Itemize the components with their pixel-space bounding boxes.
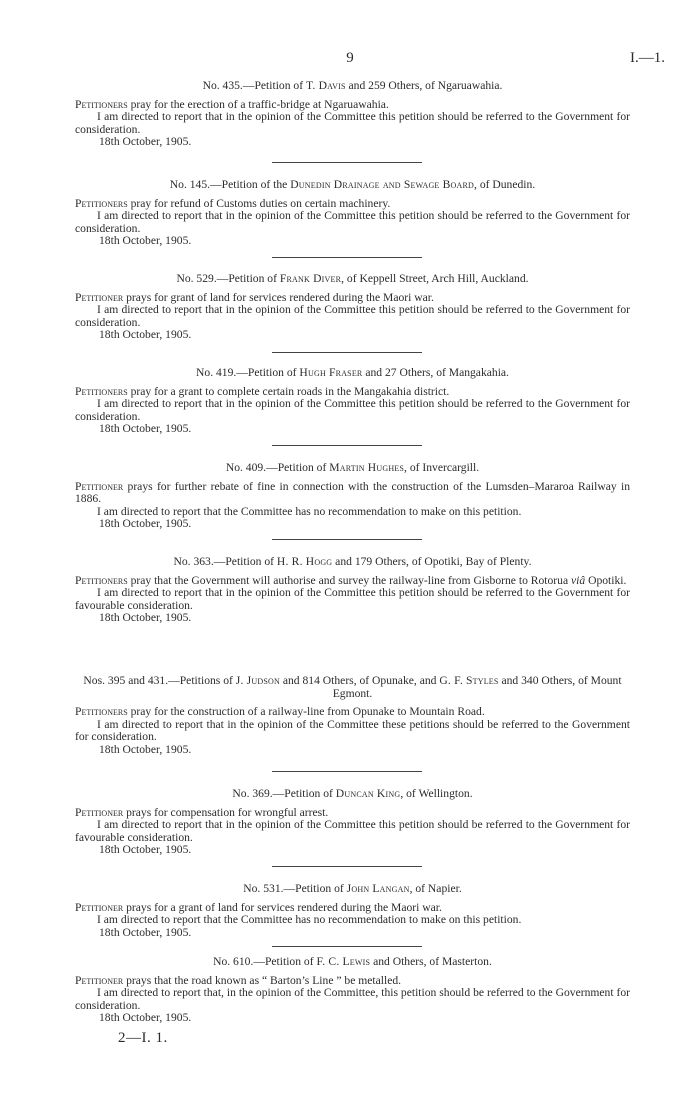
page-reference: I.—1.: [630, 50, 665, 66]
committee-report: I am directed to report that in the opinion of the Committee this petition should be referred to the Government for consideration.: [75, 303, 630, 329]
petition-prayer: Petitioners pray for the construction of a railway-line from Opunake to Mountain Road.: [75, 705, 485, 719]
section-divider: [272, 946, 422, 947]
petition-heading: No. 409.—Petition of Martin Hughes, of Invercargill.: [225, 461, 480, 474]
petitioner-name: H. R. Hogg: [276, 555, 333, 568]
section-divider: [272, 771, 422, 772]
petition-heading: No. 435.—Petition of T. Davis and 259 Others, of Ngaruawahia.: [202, 79, 503, 92]
petition-entry: [75, 462, 630, 531]
petition-prayer: Petitioners pray for the erection of a traffic-bridge at Ngaruawahia.: [75, 97, 389, 111]
petition-entry: [75, 788, 630, 857]
petition-heading: No. 610.—Petition of F. C. Lewis and Others, of Masterton.: [213, 955, 492, 968]
report-date: 18th October, 1905.: [99, 611, 192, 625]
report-date: 18th October, 1905.: [99, 422, 192, 436]
committee-report: I am directed to report that, in the opinion of the Committee, this petition should be referred to the Government for consideration.: [75, 986, 630, 1012]
petitioner-name: Dunedin Drainage and Sewage Board: [290, 178, 475, 191]
petitioner-name: John Langan: [346, 882, 410, 895]
petitioner-name: T. Davis: [305, 79, 346, 92]
petitioner-name-second: G. F. Styles: [439, 674, 499, 687]
petition-prayer: Petitioner prays for compensation for wrongful arrest.: [75, 805, 329, 819]
petitioner-name: F. C. Lewis: [316, 955, 371, 968]
report-date: 18th October, 1905.: [99, 843, 192, 857]
page-number: 9: [346, 50, 354, 66]
section-divider: [272, 257, 422, 258]
committee-report: I am directed to report that in the opinion of the Committee this petition should be referred to the Government for consideration.: [75, 110, 630, 136]
petition-entry: [75, 273, 630, 342]
petition-prayer: Petitioner prays for a grant of land for services rendered during the Maori war.: [75, 900, 442, 914]
petition-heading: No. 531.—Petition of John Langan, of Napier.: [243, 882, 462, 895]
petition-entry: [75, 179, 630, 248]
committee-report: I am directed to report that in the opinion of the Committee this petition should be referred to the Government for consideration.: [75, 209, 630, 235]
petition-prayer: Petitioner prays for further rebate of fine in connection with the construction of the Lumsden–Mararoa Railway in 1886.: [75, 479, 630, 506]
committee-report: I am directed to report that in the opinion of the Committee this petition should be referred to the Government for consideration.: [75, 397, 630, 423]
petition-entry: [75, 956, 630, 1025]
petition-heading: No. 145.—Petition of the Dunedin Drainage and Sewage Board, of Dunedin.: [169, 178, 536, 191]
section-divider: [272, 539, 422, 540]
petition-prayer: Petitioner prays for grant of land for services rendered during the Maori war.: [75, 290, 434, 304]
section-divider: [272, 866, 422, 867]
petitioner-name: Martin Hughes: [329, 461, 405, 474]
committee-report: I am directed to report that the Committee has no recommendation to make on this petition.: [97, 913, 522, 927]
report-date: 18th October, 1905.: [99, 517, 192, 531]
section-divider: [272, 445, 422, 446]
committee-report: I am directed to report that in the opinion of the Committee this petition should be referred to the Government for favourable consideration.: [75, 818, 630, 844]
petition-heading: No. 419.—Petition of Hugh Fraser and 27 Others, of Mangakahia.: [196, 366, 509, 379]
petition-entry: [75, 883, 630, 939]
committee-report: I am directed to report that in the opinion of the Committee this petition should be referred to the Government for favourable consideration.: [75, 586, 630, 612]
petition-prayer: Petitioners pray for refund of Customs duties on certain machinery.: [75, 196, 391, 210]
section-divider: [272, 162, 422, 163]
report-date: 18th October, 1905.: [99, 925, 192, 939]
report-date: 18th October, 1905.: [99, 234, 192, 248]
petitioner-name: Duncan King: [335, 787, 401, 800]
petition-entry: [75, 367, 630, 436]
report-date: 18th October, 1905.: [99, 328, 192, 342]
petition-entry: [75, 556, 630, 625]
petitioner-name: Frank Diver: [279, 272, 342, 285]
report-date: 18th October, 1905.: [99, 135, 192, 149]
petition-heading: No. 529.—Petition of Frank Diver, of Keppell Street, Arch Hill, Auckland.: [176, 272, 529, 285]
report-date: 18th October, 1905.: [99, 1011, 192, 1025]
petition-prayer: Petitioner prays that the road known as “ Barton’s Line ” be metalled.: [75, 973, 402, 987]
committee-report: I am directed to report that in the opinion of the Committee these petitions should be referred to the Government for consideration.: [75, 717, 630, 744]
petition-prayer: Petitioners pray for a grant to complete certain roads in the Mangakahia district.: [75, 384, 450, 398]
via-italic: viâ: [571, 573, 586, 587]
petition-heading: No. 363.—Petition of H. R. Hogg and 179 Others, of Opotiki, Bay of Plenty.: [173, 555, 532, 568]
petition-heading: No. 369.—Petition of Duncan King, of Wellington.: [232, 787, 473, 800]
petition-prayer: Petitioners pray that the Government will authorise and survey the railway-line from Gisborne to Rotorua viâ Opotiki.: [75, 573, 627, 587]
section-divider: [272, 352, 422, 353]
petitioner-name: Hugh Fraser: [299, 366, 363, 379]
signature-mark: 2—I. 1.: [118, 1030, 168, 1046]
petition-entry: [75, 675, 630, 757]
report-date: 18th October, 1905.: [99, 742, 192, 756]
committee-report: I am directed to report that the Committee has no recommendation to make on this petition.: [97, 504, 522, 518]
petition-entry: [75, 80, 630, 149]
petitioner-name: J. Judson: [235, 674, 280, 687]
petition-heading: Nos. 395 and 431.—Petitions of J. Judson and 814 Others, of Opunake, and G. F. Styles and 340 Others, of Mount Egmont.: [83, 674, 622, 700]
